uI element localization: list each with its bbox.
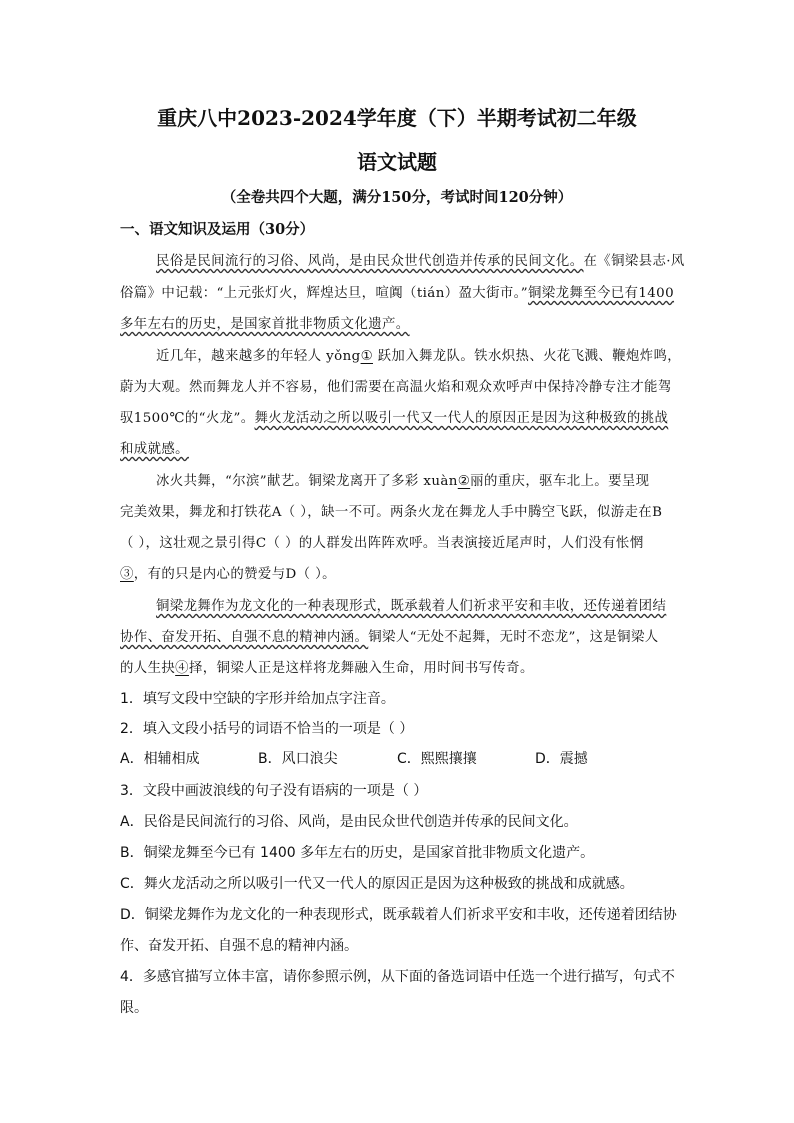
wavy-sentence-c: 舞火龙活动之所以吸引一代又一代人的原因正是因为这种极致的挑战 [254,411,669,426]
option-b: B．风口浪尖 [258,751,338,767]
wavy-sentence-a: 民俗是民间流行的习俗、风尚，是由民众世代创造并传承的民间文化。 [156,254,584,269]
passage-p2-line2: 蔚为大观。然而舞龙人并不容易，他们需要在高温火焰和观众欢呼声中保持冷静专注才能驾 [120,380,672,395]
option-c: C．熙熙攘攘 [397,751,477,767]
passage-p4-line3 [120,657,676,676]
wavy-sentence-c-cont: 和成就感。 [120,442,189,457]
question-3-option-a: A．民俗是民间流行的习俗、风尚，是由民众世代创造并传承的民间文化。 [120,814,578,830]
passage-p3-line3: （ ），这壮观之景引得C（ ）的人群发出阵阵欢呼。当表演接近尾声时，人们没有怅惘 [120,536,644,551]
blank-3: ③ [120,567,134,582]
passage-text: 铜梁人“无处不起舞，无时不恋龙”，这是铜梁人 [368,630,659,645]
passage-text: 择，铜梁人正是这样将龙舞融入生命，用时间书写传奇。 [188,661,534,676]
blank-4: ④ [175,661,189,676]
passage-p2-line1 [120,345,682,364]
passage-text: 的人生抉 [120,661,176,676]
passage-text: 在《铜梁县志·风 [583,254,685,269]
passage-p1-line2 [120,282,676,301]
passage-p4-line2 [120,626,676,645]
option-d: D．震撼 [535,751,588,767]
passage-p2-line4 [120,438,676,457]
passage-text: 丽的重庆，驱车北上。要呈现 [470,474,650,489]
passage-text: 驭1500℃的“火龙”。 [120,411,255,426]
option-a: A．相辅相成 [120,751,200,767]
wavy-sentence-b-cont: 多年左右的历史，是国家首批非物质文化遗产。 [120,317,410,332]
wavy-sentence-d-cont: 协作、奋发开拓、自强不息的精神内涵。 [120,630,369,645]
question-3-option-d-line2: 作、奋发开拓、自强不息的精神内涵。 [120,938,358,954]
question-1: 1．填写文段中空缺的字形并给加点字注音。 [120,691,395,707]
question-3-option-d-line1: D．铜梁龙舞作为龙文化的一种表现形式，既承载着人们祈求平安和丰收，还传递着团结协 [120,907,677,923]
passage-p3-line1 [120,470,676,489]
passage-p1-line3 [120,313,676,332]
question-3-option-c: C．舞火龙活动之所以吸引一代又一代人的原因正是因为这种极致的挑战和成就感。 [120,876,634,892]
passage-text: 跃加入舞龙队。铁水炽热、火花飞溅、鞭炮炸鸣， [372,349,682,364]
passage-p3-line4 [120,563,676,582]
passage-p3-line2: 完美效果，舞龙和打铁花A（ ），缺一不可。两条火龙在舞龙人手中腾空飞跃，似游走在B [120,505,663,520]
question-3: 3．文段中画波浪线的句子没有语病的一项是（ ） [120,783,428,799]
exam-title: 重庆八中2023-2024学年度（下）半期考试初二年级 [157,106,637,130]
passage-text: 近几年，越来越多的年轻人 yǒng [156,349,361,364]
exam-info: （全卷共四个大题，满分150分，考试时间120分钟） [221,189,573,206]
passage-text: 俗篇》中记载：“上元张灯火，辉煌达旦，喧阗（tián）盈大街市。” [120,286,529,301]
question-4-line1: 4．多感官描写立体丰富，请你参照示例，从下面的备选词语中任选一个进行描写，句式不 [120,969,675,985]
passage-text: ，有的只是内心的赞爱与D（ ）。 [133,567,336,582]
passage-text: 冰火共舞，“尔滨”献艺。铜梁龙离开了多彩 xuàn [156,474,458,489]
blank-1: ① [360,349,373,364]
question-3-option-b: B．铜梁龙舞至今已有 1400 多年左右的历史，是国家首批非物质文化遗产。 [120,845,595,861]
passage-p4-line1 [120,595,676,614]
wavy-sentence-d: 铜梁龙舞作为龙文化的一种表现形式，既承载着人们祈求平安和丰收，还传递着团结 [156,599,667,614]
question-2: 2．填入文段小括号的词语不恰当的一项是（ ） [120,721,414,737]
question-4-line2: 限。 [120,1000,148,1016]
passage-p2-line3 [120,407,676,426]
subject-title: 语文试题 [357,150,437,174]
passage-p1-line1 [120,250,685,269]
wavy-sentence-b: 铜梁龙舞至今已有1400 [528,286,675,301]
section-heading: 一、语文知识及运用（30分） [120,221,315,238]
blank-2: ② [457,474,471,489]
